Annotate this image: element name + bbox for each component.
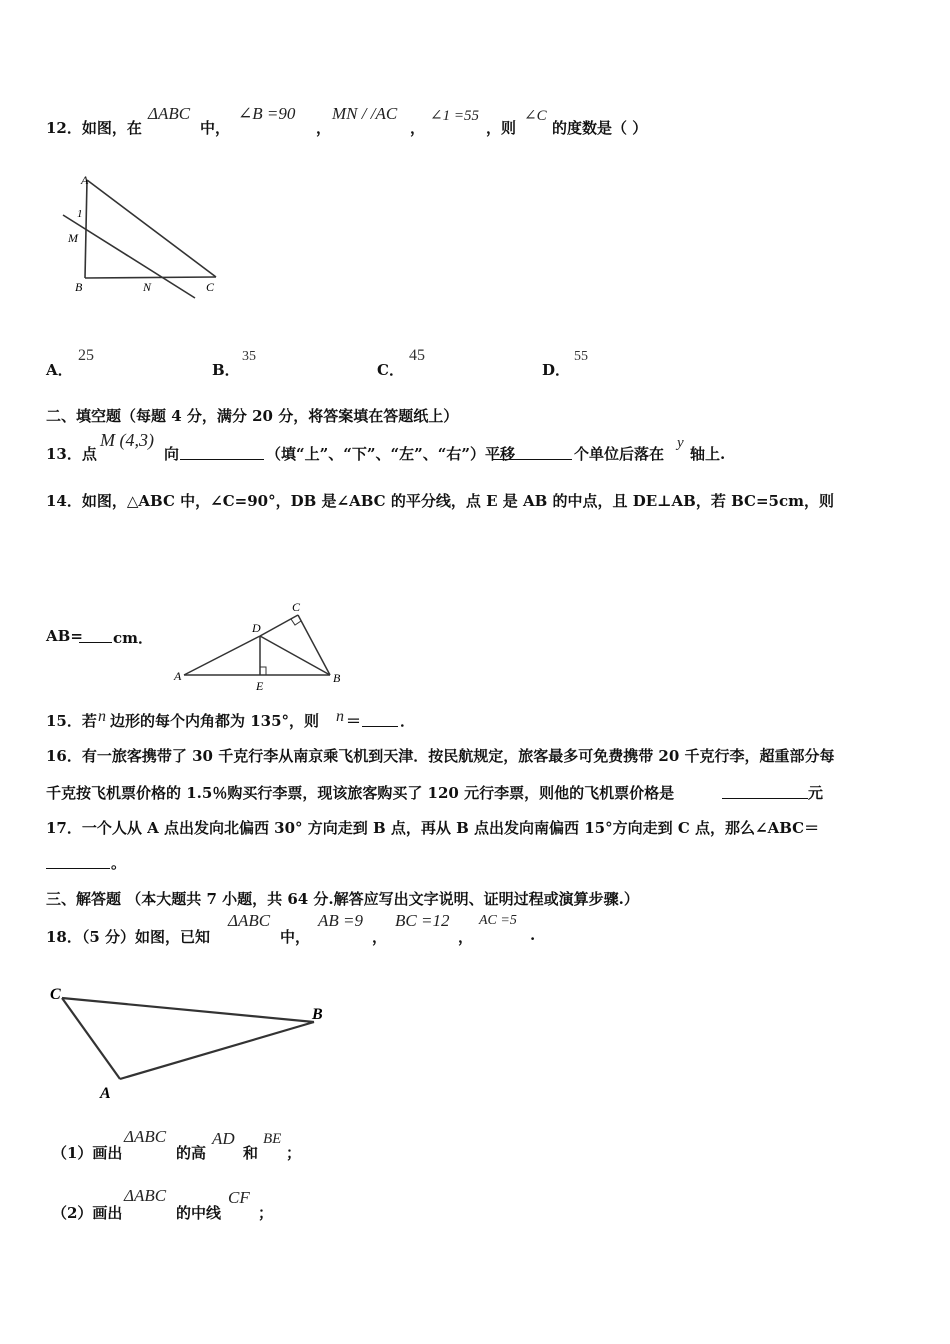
q18-number: 18．（5 分）如图，已知 [46, 928, 211, 946]
q18-figure [42, 978, 342, 1110]
q18-p1-ad: AD [212, 1129, 235, 1148]
q13-blank-direction[interactable] [180, 459, 264, 460]
q14-figure [172, 598, 352, 694]
q18-p1-triangle: ΔABC [124, 1127, 167, 1146]
q18-p1-text: 和 [243, 1144, 259, 1162]
q14-right-angle-c [291, 619, 301, 625]
q15-eq: ＝ [346, 712, 362, 730]
q15-end: ． [400, 712, 416, 730]
q16-blank[interactable] [722, 798, 808, 799]
q14-label-a: A [174, 669, 182, 683]
q18-p1-text: （1）画出 [52, 1144, 123, 1162]
q18-p1-be: BE [263, 1131, 282, 1147]
option-c-value: 45 [409, 347, 425, 364]
q18-line-cb [62, 998, 314, 1022]
q18-line-ac [62, 998, 120, 1079]
q15-number: 15．若 [46, 712, 97, 730]
section-2-heading: 二、填空题（每题 4 分，满分 20 分，将答案填在答题纸上） [46, 407, 459, 425]
q16-end: 元 [808, 784, 824, 802]
q14-blank[interactable] [79, 642, 112, 643]
q12-line-mn [63, 215, 195, 298]
q18-comma: ， [458, 928, 474, 946]
q12-label-a: A [81, 173, 89, 187]
q12-label-b: B [75, 280, 83, 294]
q14-label-c: C [292, 600, 301, 614]
q18-triangle: ΔABC [228, 911, 271, 930]
q18-p2-triangle: ΔABC [124, 1186, 167, 1205]
q17-blank[interactable] [46, 868, 110, 869]
q12-number: 12．如图，在 [46, 119, 142, 137]
q16-line-2: 千克按飞机票价格的 1.5％购买行李票，现该旅客购买了 120 元行李票，则他的飞机票价格是 [46, 784, 675, 802]
q12-line-ac [87, 180, 216, 277]
q13-text: （填“上”、“下”、“左”、“右”）平移 [266, 445, 516, 463]
q18-p1-end: ； [286, 1144, 302, 1162]
q12-comma: ， [316, 119, 332, 137]
q14-text: 14．如图，△ABC 中，∠C=90°，DB 是∠ABC 的平分线，点 E 是 AB 的中点，且 DE⊥AB，若 BC=5cm，则 [46, 492, 834, 510]
option-b-value: 35 [242, 349, 256, 364]
q12-angle-b: ∠B =90 [238, 104, 296, 123]
q18-p2-end: ； [258, 1204, 274, 1222]
q18-dot: . [530, 926, 536, 944]
q12-parallel: MN / /AC [332, 104, 398, 123]
q12-label-1: 1 [77, 208, 83, 220]
q14-line-dc [260, 615, 298, 636]
q13-text: 轴上. [690, 445, 726, 463]
q12-text: 的度数是（ ） [552, 119, 648, 137]
option-a-label[interactable]: A． [46, 361, 73, 379]
q18-text: 中， [280, 928, 311, 946]
q18-p2-text: （2）画出 [52, 1204, 123, 1222]
q15-n: n [98, 708, 106, 725]
q14-answer-prefix: AB= [46, 627, 83, 645]
q12-angle-c: ∠C [524, 108, 547, 124]
section-3-heading: 三、解答题 （本大题共 7 小题，共 64 分.解答应写出文字说明、证明过程或演算步骤.） [46, 890, 639, 908]
option-b-label[interactable]: B． [212, 361, 240, 379]
option-a-value: 25 [78, 347, 94, 364]
q18-p2-cf: CF [228, 1188, 250, 1207]
q12-comma: ， [410, 119, 426, 137]
q12-label-n: N [143, 280, 152, 294]
q18-label-c: C [50, 986, 61, 1003]
q17-end: 。 [111, 854, 127, 872]
q15-blank[interactable] [362, 726, 398, 727]
q12-label-m: M [68, 231, 78, 245]
q12-line-bc [85, 277, 216, 278]
q18-p1-text: 的高 [176, 1144, 207, 1162]
q13-point: M (4,3) [100, 430, 154, 450]
q18-ab: AB =9 [318, 911, 363, 930]
option-d-label[interactable]: D． [542, 361, 571, 379]
q14-answer-suffix: cm． [113, 629, 154, 647]
option-d-value: 55 [574, 349, 588, 364]
q12-text: 中， [200, 119, 231, 137]
q14-label-d: D [252, 621, 261, 635]
q17-line-1: 17．一个人从 A 点出发向北偏西 30° 方向走到 B 点，再从 B 点出发向南偏西 15°方向走到 C 点，那么∠ABC＝ [46, 819, 820, 837]
q14-label-e: E [256, 679, 264, 693]
q13-text: 个单位后落在 [574, 445, 665, 463]
q15-text: 边形的每个内角都为 135°，则 [110, 712, 320, 730]
q18-bc: BC =12 [395, 911, 450, 930]
q13-y-var: y [677, 435, 684, 451]
q13-text: 向 [164, 445, 180, 463]
q13-blank-units[interactable] [492, 459, 572, 460]
q18-label-a: A [100, 1085, 111, 1102]
q16-line-1: 16．有一旅客携带了 30 千克行李从南京乘飞机到天津．按民航规定，旅客最多可免费携带 20 千克行李，超重部分每 [46, 747, 835, 765]
q14-label-b: B [333, 671, 341, 685]
q18-label-b: B [312, 1006, 323, 1023]
q12-label-c: C [206, 280, 215, 294]
q14-line-ad [184, 636, 260, 675]
q18-comma: ， [372, 928, 388, 946]
q18-p2-text: 的中线 [176, 1204, 222, 1222]
q12-triangle: ΔABC [148, 104, 191, 123]
q15-n2: n [336, 708, 344, 725]
q12-angle-1: ∠1 =55 [430, 108, 479, 124]
q12-figure [55, 170, 230, 300]
q12-text: ，则 [486, 119, 517, 137]
q13-number: 13．点 [46, 445, 97, 463]
q18-ac: AC =5 [479, 913, 517, 928]
option-c-label[interactable]: C． [377, 361, 404, 379]
q18-line-ba [120, 1022, 314, 1079]
q14-right-angle-e [260, 667, 266, 675]
